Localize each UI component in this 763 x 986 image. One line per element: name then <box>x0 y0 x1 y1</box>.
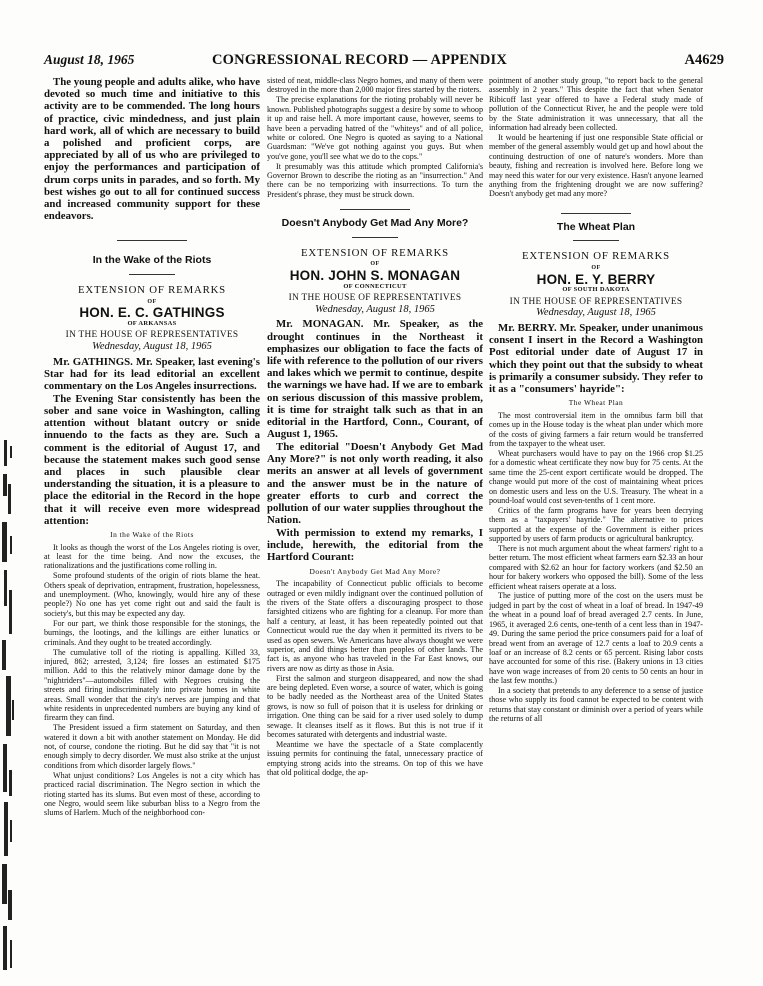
paragraph: Mr. MONAGAN. Mr. Speaker, as the drought continues in the Northeast it emphasizes our obligation to face the facts of life with reference to the pollution of our rivers and lakes which we permit to continue, despite the warnings we have had. If we are to embark on serious discussion of this massive problem, it is time for straight talk such as that in an editorial in the Hartford, Conn., Courant, of August 1, 1965. <box>267 318 483 441</box>
paragraph: Mr. BERRY. Mr. Speaker, under unanimous consent I insert in the Record a Washington Post editorial under date of August 17 in which they point out that the subsidy to wheat is primarily a consumer subsidy. They refer to it as a "consumers' hayride": <box>489 321 703 395</box>
article-title: Doesn't Anybody Get Mad Any More? <box>281 217 469 230</box>
scan-margin-artifact <box>0 440 30 980</box>
member-state: OF SOUTH DAKOTA <box>562 286 630 294</box>
paragraph: sisted of neat, middle-class Negro homes, and many of them were destroyed in the more than 2,000 major fires started by the rioters. <box>267 76 483 95</box>
paragraph: For our part, we think those responsible for the stonings, the burnings, the lootings, and the killings are either lunatics or criminals. And they ought to be treated accordingly. <box>44 618 260 647</box>
paragraph: The Evening Star consistently has been the sober and sane voice in Washington, calling attention without blatant outcry or snide innuendo to the facts as they are. Such a comment is the editorial of August 17, and because the statement makes such good sense and places in such plausible clear understanding the situation, it is a pleasure to place the editorial in the Record in the hope that it will receive even more widespread attention: <box>44 392 260 527</box>
remarks-date: Wednesday, August 18, 1965 <box>536 307 656 319</box>
paragraph: Wheat purchasers would have to pay on the 1966 crop $1.25 for a domestic wheat certificate they now buy for 75 cents. At the same time the 25-cent export certificate would be dropped. The change would put more of the cost of maintaining wheat prices on domestic users and less on the U.S. Treasury. The wheat in a pound-loaf would cost seven-tenths of 1 cent more. <box>489 448 703 505</box>
paragraph: It would be heartening if just one responsible State official or member of the general assembly would get up and howl about the continuing destruction of one of nature's wonders. More than beauty, fishing and recreation is involved here. Before long we may need this water for our very existence. Hasn't anyone learned anything from the frightening drought we are now suffering? Doesn't anybody get mad any more? <box>489 132 703 199</box>
remarks-date: Wednesday, August 18, 1965 <box>315 303 435 315</box>
publication-title: CONGRESSIONAL RECORD — APPENDIX <box>212 52 508 68</box>
paragraph: With permission to extend my remarks, I include, herewith, the editorial from the Hartford Courant: <box>267 526 483 564</box>
paragraph: The young people and adults alike, who have devoted so much time and initiative to this activity are to be commended. The long hours of practice, civic mindedness, and just plain hard work, all of which are necessary to build a polished and proficient corps, are appreciated by all of us who are privileged to enjoy the performances and participation of drum corps units in parades, and so forth. My best wishes go out to all for continued success and increased community support for these endeavors. <box>44 76 260 223</box>
paragraph: Meantime we have the spectacle of a State complacently issuing permits for continuing the fatal, unnecessary practice of emptying strong acids into the streams. On top of this we have that old political dodge, the ap- <box>267 740 483 778</box>
paragraph: The justice of putting more of the cost on the users must be judged in part by the cost of wheat in a loaf of bread. In 1947-49 the wheat in a pound loaf of bread averaged 2.7 cents. In June, 1965, it averaged 2.6 cents, one-tenth of a cent less than in 1947-49. During the same period the price consumers paid for a loaf of bread went from an average of 12.7 cents a loaf to 20.9 cents a loaf or an increase of 8.2 cents or 65 percent. Rising labor costs have accounted for some of this rise. (Bakery unions in 13 cities have won wage increases of from 20 cents to 50 cents an hour in the last few months.) <box>489 591 703 686</box>
divider <box>129 274 175 275</box>
divider <box>573 240 619 241</box>
extension-heading: EXTENSION OF REMARKS <box>301 246 449 259</box>
paragraph: pointment of another study group, "to report back to the general assembly in 2 years." This despite the fact that when Senator Ribicoff last year offered to have a Federal study made of pollution of the Connecticut River, he and the people were told by the State administration it was unnecessary, that all the information had already been collected. <box>489 76 703 133</box>
member-name: HON. E. C. GATHINGS <box>79 305 225 321</box>
column-3 <box>489 76 703 982</box>
of-label: OF <box>591 264 601 271</box>
paragraph: In a society that pretends to any deference to a sense of justice those who supply its food cannot be expected to be content with returns that stay constant or diminish over a period of years while the returns of all <box>489 686 703 724</box>
divider <box>340 209 410 210</box>
of-label: OF <box>147 298 157 305</box>
chamber-label: IN THE HOUSE OF REPRESENTATIVES <box>509 296 683 307</box>
header-date: August 18, 1965 <box>44 52 135 67</box>
editorial-subheading: In the Wake of the Riots <box>110 529 194 539</box>
divider <box>117 240 187 241</box>
member-state: OF ARKANSAS <box>127 319 177 327</box>
extension-heading: EXTENSION OF REMARKS <box>78 284 226 297</box>
divider <box>561 213 631 214</box>
divider <box>352 237 398 238</box>
column-2 <box>267 76 483 982</box>
article-title: In the Wake of the Riots <box>92 254 212 267</box>
paragraph: The precise explanations for the rioting probably will never be known. Published photographs suggest a desire by some to whoop it up and raise hell. A more important cause, however, seems to have been a pervading hatred of the "whiteys" and of all police, white or colored. One Negro is quoted as saying to a National Guardsman: "We've got nothing against you guys. But when you've gone, you'll see what we do to the cops." <box>267 95 483 161</box>
paragraph: Critics of the farm programs have for years been decrying them as a "taxpayers' hayride." The alternative to prices supported at the expense of the Government is either prices supported by users of farm products or agricultural bankruptcy. <box>489 505 703 544</box>
member-name: HON. E. Y. BERRY <box>536 271 656 287</box>
remarks-date: Wednesday, August 18, 1965 <box>92 341 212 352</box>
editorial-subheading: Doesn't Anybody Get Mad Any More? <box>309 566 441 576</box>
editorial-subheading: The Wheat Plan <box>568 398 624 408</box>
paragraph: Some profound students of the origin of riots blame the heat. Others speak of deprivation, entrapment, frustration, hopelessness, and unemployment. (Who, knowingly, would hire any of these people?) No one has yet come right out and said the fault is society's, but this may be expected any day. <box>44 571 260 618</box>
column-1 <box>44 76 260 982</box>
paragraph: It presumably was this attitude which prompted California's Governor Brown to describe the rioting as an "insurrection." And there can be no temporizing with insurrections. To turn the President's phrase, they must be struck down. <box>267 161 483 199</box>
member-name: HON. JOHN S. MONAGAN <box>289 268 461 284</box>
paragraph: It looks as though the worst of the Los Angeles rioting is over, at least for the time being. And now the excuses, the rationalizations and the justifications come rolling in. <box>44 542 260 571</box>
chamber-label: IN THE HOUSE OF REPRESENTATIVES <box>65 330 239 341</box>
paragraph: There is not much argument about the wheat farmers' right to a better return. The most efficient wheat farmers earn $2.33 an hour compared with $2.62 an hour for factory workers (and $2.50 an hour for bakery workers who opposed the bill). Some of the less efficient wheat raisers operate at a loss. <box>489 543 703 591</box>
paragraph: The incapability of Connecticut public officials to become outraged or even mildly indignant over the continued pollution of the rivers of the State offers a discouraging prospect to those farsighted citizens who are fighting for a cleanup. For more than half a century, at least, it has been repeatedly pointed out that Connecticut would rue the day when it permitted its rivers to be used as open sewers. We Americans have always thought we were superior, and did things better than peoples of other lands. The fact is, as anyone who has traveled in the Far East knows, our rivers are now as dirty as those in Asia. <box>267 579 483 673</box>
member-state: OF CONNECTICUT <box>343 282 407 290</box>
paragraph: What unjust conditions? Los Angeles is not a city which has practiced racial discrimination. The Negro section in which the rioting started has its slums. But even most of these, according to one Negro, would seem like suburban bliss to a Negro from the slums of Harlem. Much of the neighborhood con- <box>44 770 260 818</box>
paragraph: First the salmon and sturgeon disappeared, and now the shad are being depleted. Even worse, a source of water, which is going to be badly needed as the Northeast area of the United States grows, is now so full of poison that it is useless for drinking or irrigation. One thing can be said for a river used solely to dump sewage. It cleanses itself as it flows. But this is not true if it becomes saturated with detergents and industrial waste. <box>267 673 483 740</box>
extension-heading: EXTENSION OF REMARKS <box>522 250 670 263</box>
of-label: OF <box>370 261 380 268</box>
paragraph: The editorial "Doesn't Anybody Get Mad Any More?" is not only worth reading, it also merits an answer at all levels of government and the answer must be in the nature of greater efforts to curb and correct the pollution of our water supplies throughout the Nation. <box>267 440 483 527</box>
paragraph: Mr. GATHINGS. Mr. Speaker, last evening's Star had for its lead editorial an excellent commentary on the Los Angeles insurrections. <box>44 355 260 392</box>
paragraph: The cumulative toll of the rioting is appalling. Killed 33, injured, 862; arrested, 3,124; fire losses an estimated $175 million. Add to this the relatively minor damage done by the "nightriders"—automobiles filled with Negroes cruising the streets and firing indiscriminately into private homes in white areas. Small wonder that the city's nerves are jumping and that white residents in unprecedented numbers are buying any kind of firearm they can find. <box>44 647 260 723</box>
article-title: The Wheat Plan <box>556 220 636 233</box>
paragraph: The most controversial item in the omnibus farm bill that comes up in the House today is the wheat plan under which more of the costs of giving farmers a fair return would be transferred from the taxpayer to the wheat user. <box>489 410 703 448</box>
paragraph: The President issued a firm statement on Saturday, and then watered it down a bit with another statement on Monday. He did not, of course, condone the rioting. But he did say that "it is not enough simply to decry disorder. We must also strike at the unjust conditions from which disorder largely flows." <box>44 723 260 770</box>
page-header <box>44 52 724 70</box>
chamber-label: IN THE HOUSE OF REPRESENTATIVES <box>288 293 462 304</box>
page-number: A4629 <box>684 52 724 68</box>
